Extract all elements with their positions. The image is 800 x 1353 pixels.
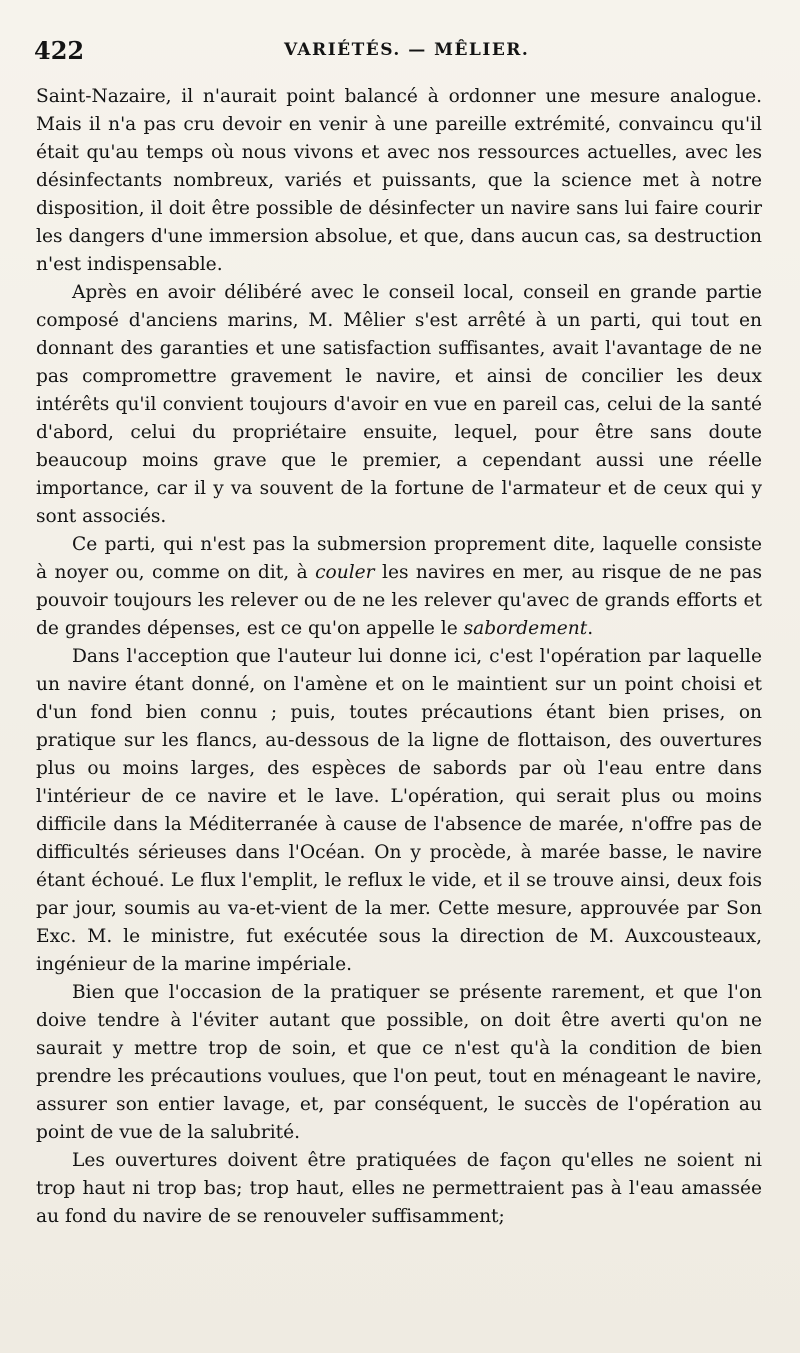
paragraph-1: Saint-Nazaire, il n'aurait point balancé à ordonner une mesure analogue. Mais il n'a pas cru devoir en venir à une pareille extrémité, convaincu qu'il était qu'au temps où nous vivons et avec nos ressources actuelles, avec les désinfectants nombreux, variés et puissants, que la science met à notre disposition, il doit être possible de désinfecter un navire sans lui faire courir les dangers d'une immersion absolue, et que, dans aucun cas, sa destruction n'est indispensable. bbox=[36, 86, 762, 275]
paragraph-3-text-middle: les navires en mer, au risque de ne pas pouvoir toujours les relever ou de ne les relever qu'avec de grands efforts et de grandes dépenses, est ce qu'on appelle le bbox=[36, 562, 762, 639]
body-text bbox=[36, 83, 762, 1231]
paragraph-3-text-after: . bbox=[587, 618, 594, 639]
emphasis-couler: couler bbox=[315, 562, 375, 583]
page-number: 422 bbox=[34, 36, 85, 65]
paragraph-2: Après en avoir délibéré avec le conseil local, conseil en grande partie composé d'anciens marins, M. Mêlier s'est arrêté à un parti, qui tout en donnant des garanties et une satisfaction suffisantes, avait l'avantage de ne pas compromettre gravement le navire, et ainsi de concilier les deux intérêts qu'il convient toujours d'avoir en vue en pareil cas, celui de la santé d'abord, celui du propriétaire ensuite, lequel, pour être sans doute beaucoup moins grave que le premier, a cependant aussi une réelle importance, car il y va souvent de la fortune de l'armateur et de ceux qui y sont associés. bbox=[36, 282, 762, 527]
paragraph-4: Dans l'acception que l'auteur lui donne ici, c'est l'opération par laquelle un navire étant donné, on l'amène et on le maintient sur un point choisi et d'un fond bien connu ; puis, toutes précautions étant bien prises, on pratique sur les flancs, au-dessous de la ligne de flottaison, des ouvertures plus ou moins larges, des espèces de sabords par où l'eau entre dans l'intérieur de ce navire et le lave. L'opération, qui serait plus ou moins difficile dans la Méditerranée à cause de l'absence de marée, n'offre pas de difficultés sérieuses dans l'Océan. On y procède, à marée basse, le navire étant échoué. Le flux l'emplit, le reflux le vide, et il se trouve ainsi, deux fois par jour, soumis au va-et-vient de la mer. Cette mesure, approuvée par Son Exc. M. le ministre, fut exécutée sous la direction de M. Auxcousteaux, ingénieur de la marine impériale. bbox=[36, 646, 762, 975]
paragraph-5: Bien que l'occasion de la pratiquer se présente rarement, et que l'on doive tendre à l'éviter autant que possible, on doit être averti qu'on ne saurait y mettre trop de soin, et que ce n'est qu'à la condition de bien prendre les précautions voulues, que l'on peut, tout en ménageant le navire, assurer son entier lavage, et, par conséquent, le succès de l'opération au point de vue de la salubrité. bbox=[36, 982, 762, 1143]
paragraph-6: Les ouvertures doivent être pratiquées de façon qu'elles ne soient ni trop haut ni trop bas; trop haut, elles ne permettraient pas à l'eau amassée au fond du navire de se renouveler suffisamment; bbox=[36, 1150, 762, 1227]
paragraph-3-text-before: Ce parti, qui n'est pas la submersion proprement dite, laquelle consiste à noyer ou, comme on dit, à bbox=[36, 534, 762, 583]
paragraph-3 bbox=[36, 531, 762, 643]
page-header bbox=[34, 36, 766, 70]
emphasis-sabordement: sabordement bbox=[463, 618, 588, 639]
running-head: VARIÉTÉS. — MÊLIER. bbox=[284, 40, 530, 60]
